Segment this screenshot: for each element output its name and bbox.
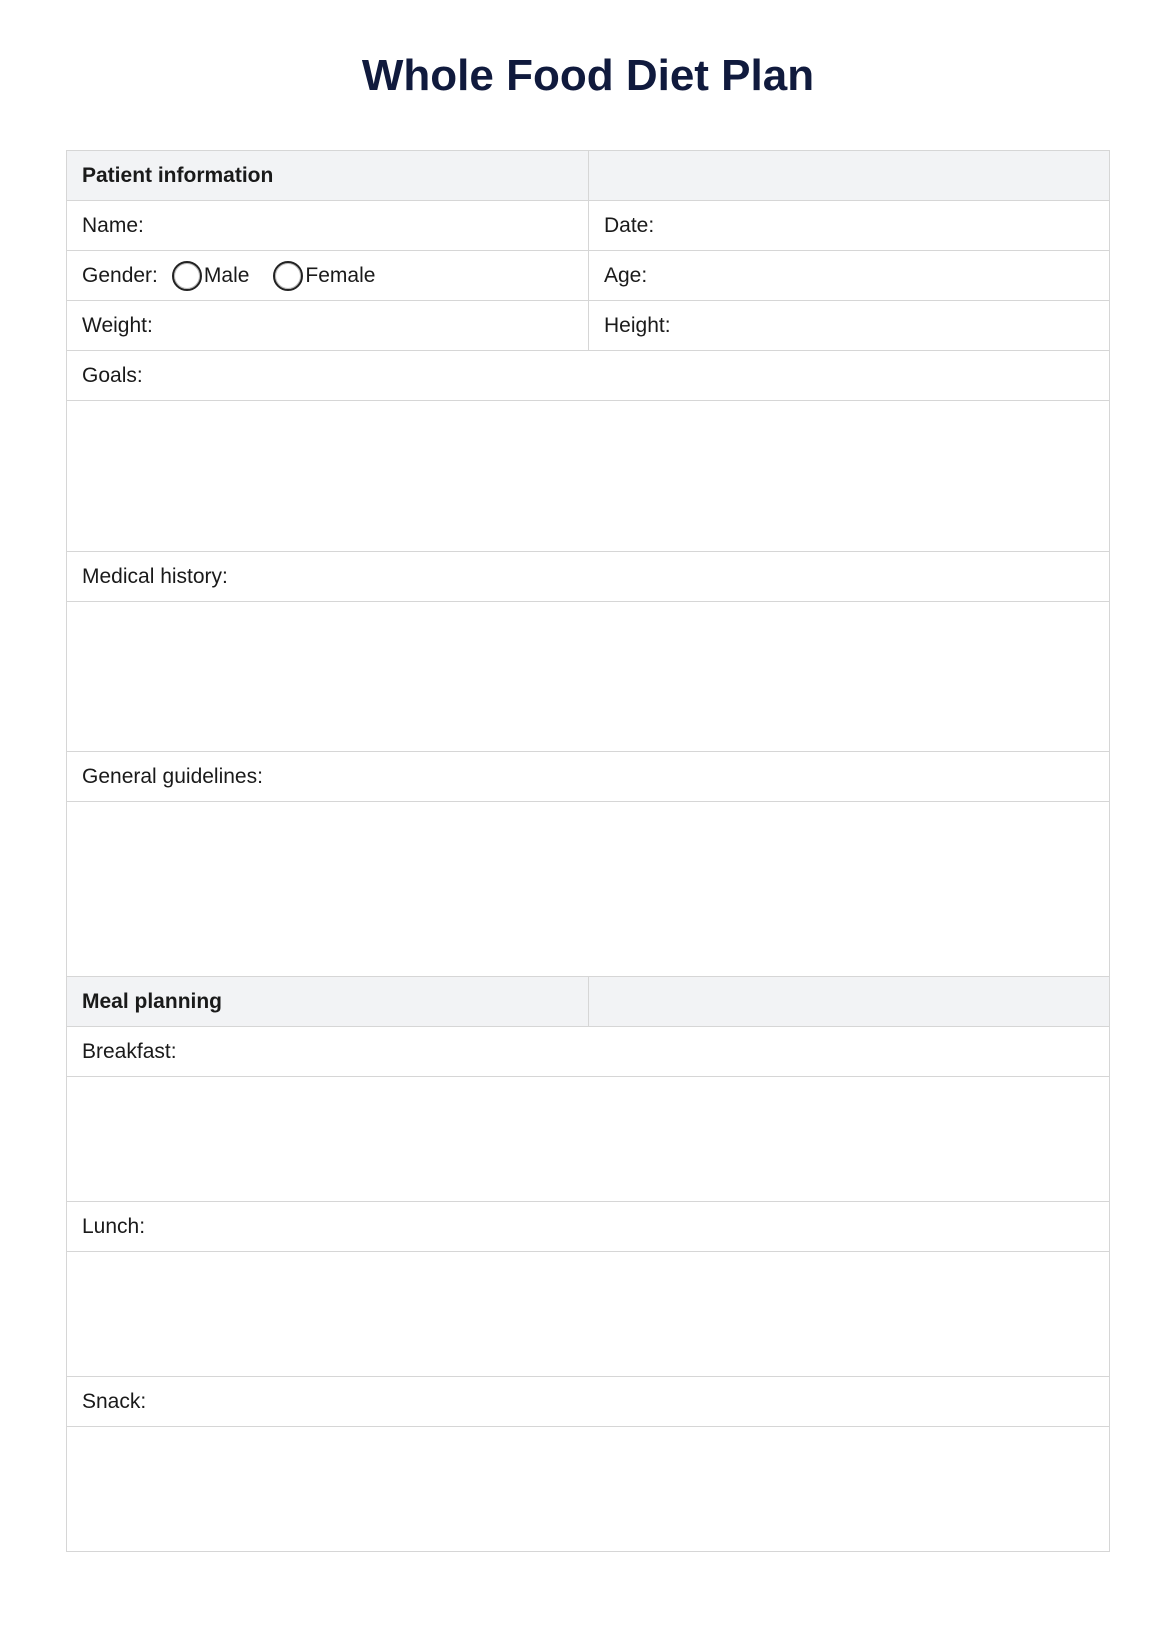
general-guidelines-input-area[interactable] xyxy=(67,802,1109,977)
medical-history-input-area[interactable] xyxy=(67,602,1109,752)
meal-planning-heading: Meal planning xyxy=(82,989,223,1013)
breakfast-label-row xyxy=(67,1027,1109,1077)
page-title: Whole Food Diet Plan xyxy=(361,51,815,100)
gender-male-radio[interactable] xyxy=(172,261,202,291)
age-label: Age: xyxy=(604,263,648,287)
general-guidelines-label-row xyxy=(67,752,1109,802)
medical-history-label-row xyxy=(67,552,1109,602)
lunch-label-row xyxy=(67,1202,1109,1252)
header-empty-cell xyxy=(588,977,1109,1026)
weight-label: Weight: xyxy=(82,313,153,337)
goals-label-row xyxy=(67,351,1109,401)
gender-label: Gender: xyxy=(82,263,158,287)
gender-female-label: Female xyxy=(305,263,376,287)
height-label: Height: xyxy=(604,313,671,337)
goals-input-area[interactable] xyxy=(67,401,1109,552)
date-label: Date: xyxy=(604,213,655,237)
snack-label: Snack: xyxy=(82,1389,147,1413)
goals-label: Goals: xyxy=(82,363,143,387)
breakfast-input-area[interactable] xyxy=(67,1077,1109,1202)
weight-height-row xyxy=(67,301,1109,351)
meal-planning-header-row xyxy=(67,977,1109,1027)
patient-information-header-row xyxy=(67,151,1109,201)
snack-input-area[interactable] xyxy=(67,1427,1109,1551)
name-label: Name: xyxy=(82,213,144,237)
diet-plan-form xyxy=(66,150,1110,1552)
gender-age-row xyxy=(67,251,1109,301)
weight-field[interactable] xyxy=(67,301,588,350)
patient-information-heading: Patient information xyxy=(82,163,274,187)
lunch-label: Lunch: xyxy=(82,1214,146,1238)
snack-label-row xyxy=(67,1377,1109,1427)
lunch-input-area[interactable] xyxy=(67,1252,1109,1377)
header-empty-cell xyxy=(588,151,1109,200)
date-field[interactable] xyxy=(588,201,1109,250)
gender-field xyxy=(67,251,588,300)
name-date-row xyxy=(67,201,1109,251)
general-guidelines-label: General guidelines: xyxy=(82,764,263,788)
breakfast-label: Breakfast: xyxy=(82,1039,177,1063)
medical-history-label: Medical history: xyxy=(82,564,228,588)
gender-female-radio[interactable] xyxy=(273,261,303,291)
age-field[interactable] xyxy=(588,251,1109,300)
name-field[interactable] xyxy=(67,201,588,250)
gender-male-label: Male xyxy=(203,263,250,287)
height-field[interactable] xyxy=(588,301,1109,350)
